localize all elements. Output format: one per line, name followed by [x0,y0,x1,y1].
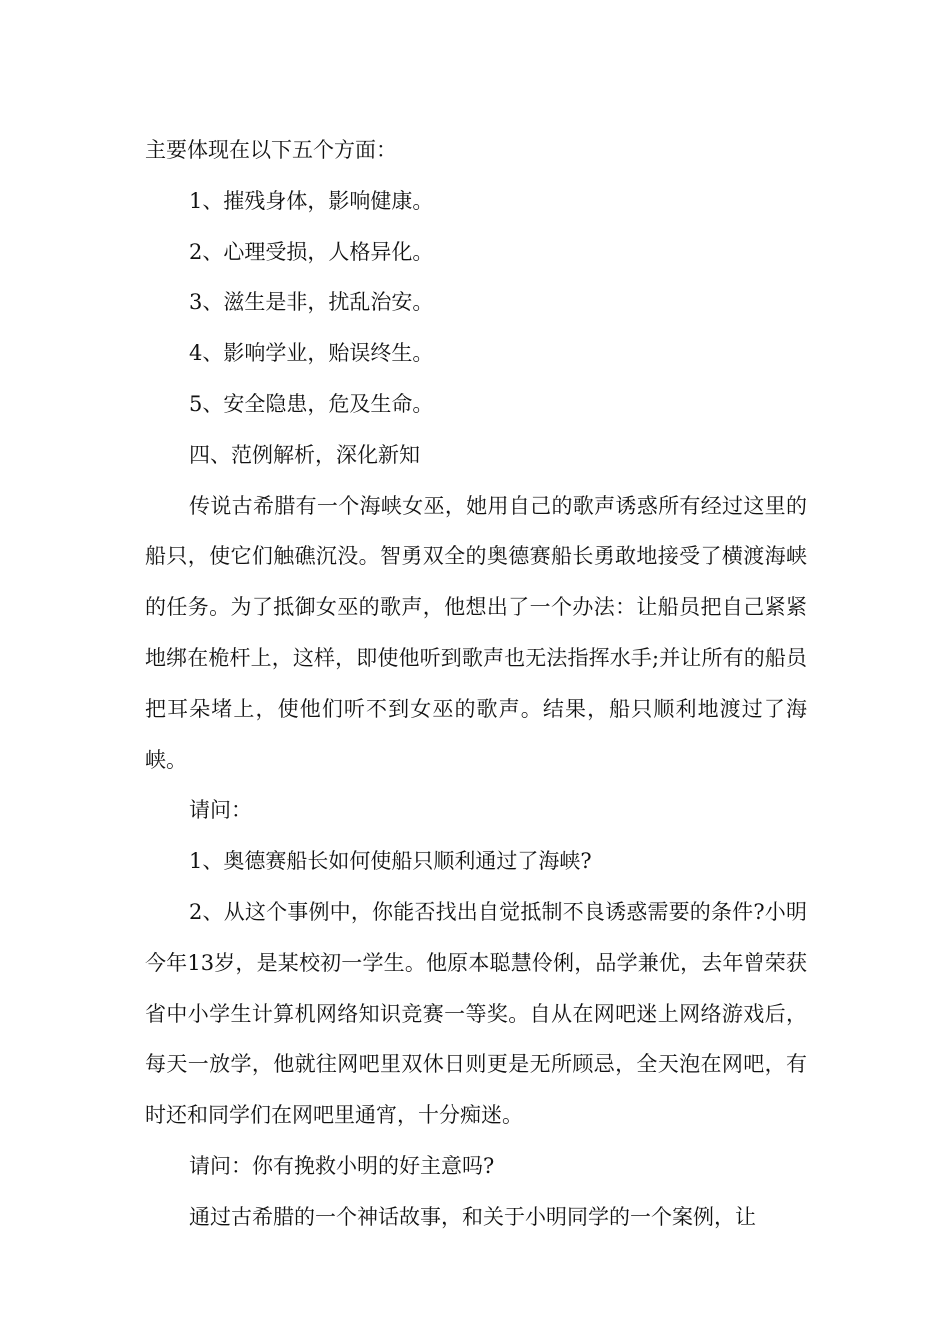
question-2-and-case: 2、从这个事例中，你能否找出自觉抵制不良诱惑需要的条件?小明今年13岁，是某校初一学生。他原本聪慧伶俐，品学兼优，去年曾荣获省中小学生计算机网络知识竞赛一等奖。自从在网吧迷上网络游戏后，每天一放学，他就往网吧里双休日则更是无所顾忌，全天泡在网吧，有时还和同学们在网吧里通宵，十分痴迷。 [145,899,807,1128]
list-item-3: 3、滋生是非，扰乱治安。 [189,290,434,315]
list-item-4: 4、影响学业，贻误终生。 [189,341,434,366]
question-1: 1、奥德赛船长如何使船只顺利通过了海峡? [189,849,592,874]
question-prompt: 请问： [189,798,252,823]
closing-paragraph: 通过古希腊的一个神话故事，和关于小明同学的一个案例，让 [189,1204,756,1229]
list-item-1: 1、摧残身体，影响健康。 [189,188,434,213]
intro-line: 主要体现在以下五个方面： [145,138,397,162]
list-item-5: 5、安全隐患，危及生命。 [189,391,434,416]
document-body [145,125,807,1243]
section-heading: 四、范例解析，深化新知 [189,442,420,467]
question-prompt-2: 请问：你有挽救小明的好主意吗? [189,1153,495,1178]
list-item-2: 2、心理受损，人格异化。 [189,239,434,264]
story-paragraph: 传说古希腊有一个海峡女巫，她用自己的歌声诱惑所有经过这里的船只，使它们触礁沉没。智勇双全的奥德赛船长勇敢地接受了横渡海峡的任务。为了抵御女巫的歌声，他想出了一个办法：让船员把自己紧紧地绑在桅杆上，这样，即使他听到歌声也无法指挥水手;并让所有的船员把耳朵堵上，使他们听不到女巫的歌声。结果，船只顺利地渡过了海峡。 [145,493,807,772]
